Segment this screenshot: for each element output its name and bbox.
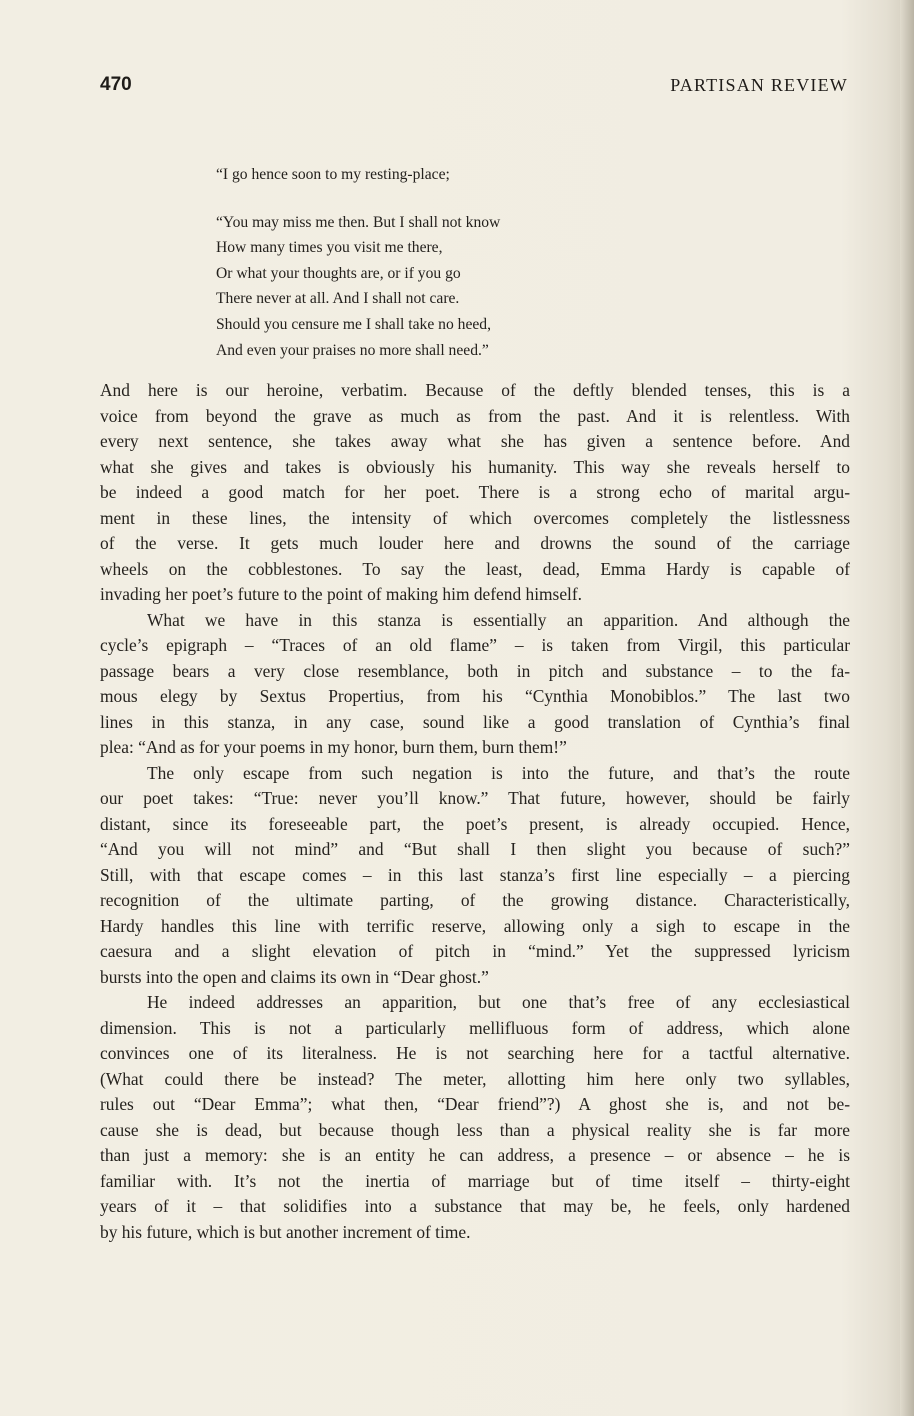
- text-line: What we have in this stanza is essentially an apparition. And although the: [147, 609, 850, 630]
- text-line: cycle’s epigraph – “Traces of an old flame” – is taken from Virgil, this particular: [100, 635, 850, 655]
- text-line: what she gives and takes is obviously his humanity. This way she reveals herself to: [100, 456, 850, 477]
- verse-line: There never at all. And I shall not care.: [216, 290, 460, 308]
- paragraph: [100, 761, 850, 991]
- text-line: our poet takes: “True: never you’ll know.” That future, however, should be fairly: [100, 788, 850, 808]
- text-line: wheels on the cobblestones. To say the least, dead, Emma Hardy is capable of: [100, 558, 850, 579]
- verse-line: Or what your thoughts are, or if you go: [216, 264, 461, 282]
- text-line: cause she is dead, but because though less than a physical reality she is far more: [100, 1119, 850, 1140]
- text-line: Hardy handles this line with terrific reserve, allowing only a sigh to escape in the: [100, 915, 850, 936]
- paragraph: [100, 378, 850, 608]
- text-line: (What could there be instead? The meter, allotting him here only two syllables,: [100, 1068, 850, 1089]
- verse-quotation: [216, 162, 736, 363]
- text-line: And here is our heroine, verbatim. Because of the deftly blended tenses, this is a: [100, 380, 850, 400]
- verse-line: “I go hence soon to my resting-place;: [216, 166, 450, 183]
- text-line: be indeed a good match for her poet. There is a strong echo of marital argu-: [100, 482, 850, 502]
- text-line: distant, since its foreseeable part, the poet’s present, is already occupied. Hence,: [100, 813, 850, 834]
- text-line: years of it – that solidifies into a substance that may be, he feels, only hardened: [100, 1196, 850, 1216]
- text-line: invading her poet’s future to the point of making him defend himself.: [100, 584, 583, 604]
- running-head: [100, 74, 848, 104]
- text-line: familiar with. It’s not the inertia of marriage but of time itself – thirty-eight: [100, 1170, 850, 1191]
- text-line: Still, with that escape comes – in this last stanza’s first line especially – a piercing: [100, 864, 850, 885]
- text-line: dimension. This is not a particularly mellifluous form of address, which alone: [100, 1017, 850, 1038]
- text-line: He indeed addresses an apparition, but one that’s free of any ecclesiastical: [147, 992, 850, 1012]
- paragraph: [100, 608, 850, 761]
- text-line: every next sentence, she takes away what she has given a sentence before. And: [100, 431, 850, 451]
- page-number: 470: [100, 74, 132, 95]
- text-line: The only escape from such negation is into the future, and that’s the route: [147, 762, 850, 783]
- text-line: rules out “Dear Emma”; what then, “Dear friend”?) A ghost she is, and not be-: [100, 1094, 850, 1114]
- verse-line: How many times you visit me there,: [216, 239, 443, 257]
- text-line: “And you will not mind” and “But shall I then slight you because of such?”: [100, 839, 850, 859]
- journal-title: PARTISAN REVIEW: [670, 75, 848, 95]
- verse-line: Should you censure me I shall take no heed,: [216, 315, 491, 333]
- text-line: plea: “And as for your poems in my honor, burn them, burn them!”: [100, 737, 567, 757]
- text-line: ment in these lines, the intensity of which overcomes completely the listlessness: [100, 507, 850, 528]
- text-line: convinces one of its literalness. He is not searching here for a tactful alternative.: [100, 1043, 850, 1063]
- text-line: than just a memory: she is an entity he can address, a presence – or absence – he is: [100, 1145, 850, 1165]
- text-line: mous elegy by Sextus Propertius, from his “Cynthia Monobiblos.” The last two: [100, 686, 850, 706]
- text-line: caesura and a slight elevation of pitch in “mind.” Yet the suppressed lyricism: [100, 941, 850, 961]
- text-line: lines in this stanza, in any case, sound like a good translation of Cynthia’s final: [100, 711, 850, 732]
- paragraph: [100, 990, 850, 1245]
- text-line: voice from beyond the grave as much as from the past. And it is relentless. With: [100, 405, 850, 426]
- page-edge-shadow: [900, 0, 914, 1416]
- verse-line: And even your praises no more shall need.”: [216, 341, 489, 359]
- text-line: recognition of the ultimate parting, of the growing distance. Characteristically,: [100, 890, 850, 910]
- text-line: by his future, which is but another increment of time.: [100, 1221, 471, 1242]
- body-text: [100, 378, 850, 1245]
- text-line: passage bears a very close resemblance, both in pitch and substance – to the fa-: [100, 660, 850, 681]
- text-line: of the verse. It gets much louder here and drowns the sound of the carriage: [100, 533, 850, 553]
- verse-line: “You may miss me then. But I shall not know: [216, 213, 501, 231]
- text-line: bursts into the open and claims its own in “Dear ghost.”: [100, 966, 489, 987]
